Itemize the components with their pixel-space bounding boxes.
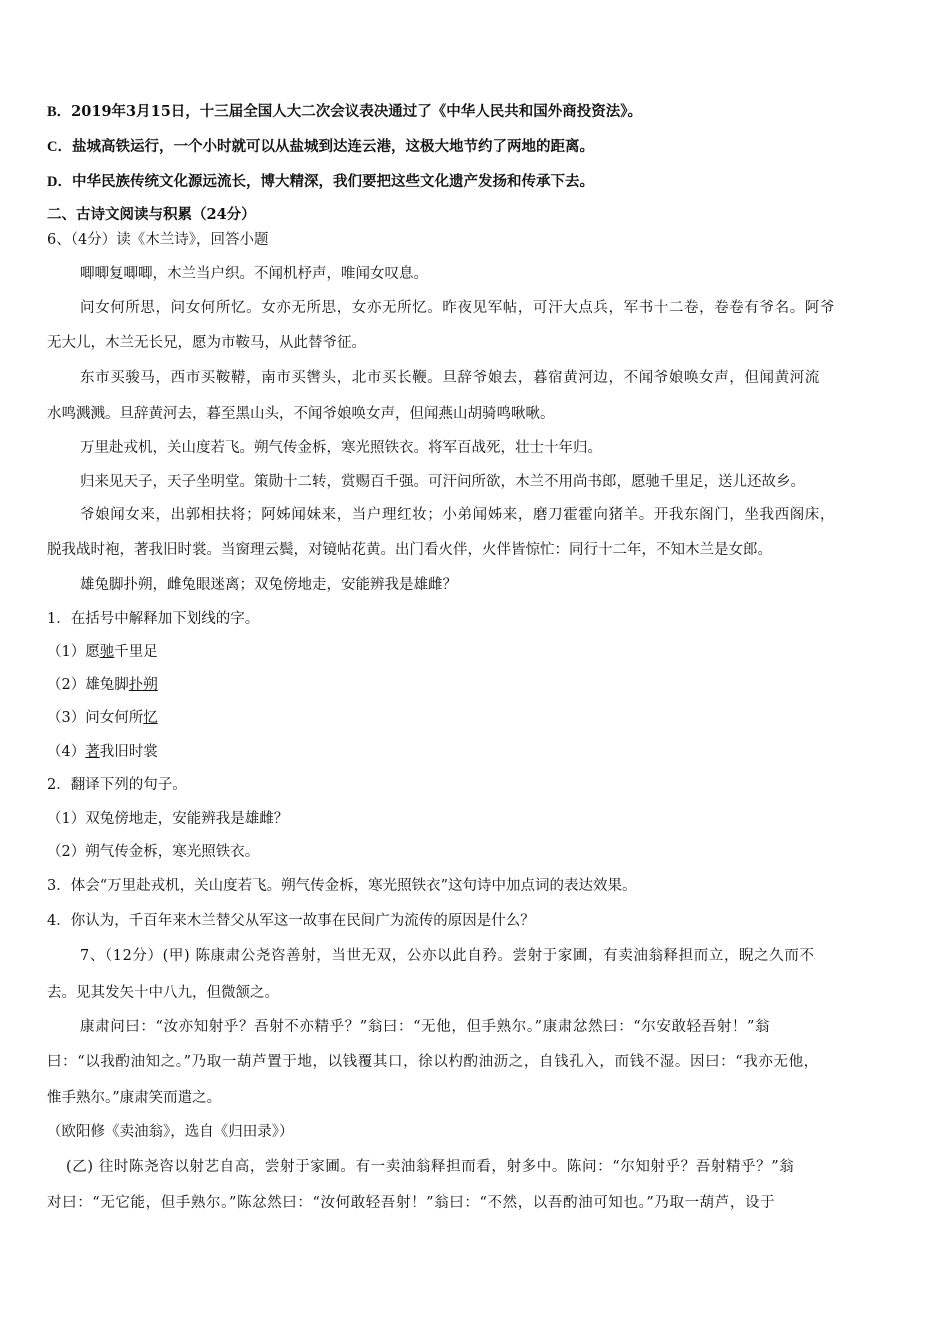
sub-question-3: 3．体会“万里赴戎机，关山度若飞。朔气传金柝，寒光照铁衣”这句诗中加点词的表达效果。 (47, 878, 637, 894)
translate-item: （1）双兔傍地走，安能辨我是雄雌？ (47, 811, 289, 827)
translate-item: （2）朔气传金柝，寒光照铁衣。 (47, 844, 260, 860)
section-title: 二、古诗文阅读与积累（24分） (47, 206, 256, 223)
option-d (47, 172, 910, 192)
question-7-line: 康肃问曰：“汝亦知射乎？吾射不亦精乎？”翁曰：“无他，但手熟尔。”康肃忿然曰：“尔安敢轻吾射！”翁 (80, 1019, 771, 1035)
option-text: 盐城高铁运行，一个小时就可以从盐城到达连云港，这极大地节约了两地的距离。 (71, 138, 594, 155)
item-text: 问女何所 (85, 710, 144, 726)
sub-question-4: 4．你认为，千百年来木兰替父从军这一故事在民间广为流传的原因是什么？ (47, 913, 535, 929)
option-c (47, 137, 910, 157)
poem-line: 爷娘闻女来，出郭相扶将；阿姊闻妹来，当户理红妆；小弟闻姊来，磨刀霍霍向猪羊。开我东阁门，坐我西阁床， (80, 507, 835, 523)
item-number: （3） (47, 710, 86, 726)
option-text: 中华民族传统文化源远流长，博大精深，我们要把这些文化遗产发扬和传承下去。 (71, 173, 594, 190)
word-item (47, 675, 910, 695)
item-number: （1） (47, 644, 86, 660)
underlined-word: 忆 (143, 710, 158, 726)
sub-question-1: 1．在括号中解释加下划线的字。 (47, 611, 260, 627)
question-6-heading: 6、（4分）读《木兰诗》，回答小题 (47, 232, 269, 248)
poem-line: 问女何所思，问女何所忆。女亦无所思，女亦无所忆。昨夜见军帖，可汗大点兵，军书十二卷，卷卷有爷名。阿爷 (80, 300, 835, 316)
item-text: 我旧时裳 (99, 744, 158, 760)
underlined-word: 扑朔 (128, 677, 158, 693)
poem-line: 水鸣溅溅。旦辞黄河去，暮至黑山头，不闻爷娘唤女声，但闻燕山胡骑鸣啾啾。 (47, 406, 555, 422)
question-7-line: (乙) 往时陈尧咨以射艺自高，尝射于家圃。有一卖油翁释担而看，射多中。陈问：“尔知射乎？吾射精乎？”翁 (66, 1159, 795, 1175)
item-text: 千里足 (114, 644, 158, 660)
poem-line: 无大儿，木兰无长兄，愿为市鞍马，从此替爷征。 (47, 335, 366, 351)
option-label: B． (47, 104, 72, 120)
question-7-line: 惟手熟尔。”康肃笑而遣之。 (47, 1090, 222, 1106)
poem-line: 万里赴戎机，关山度若飞。朔气传金柝，寒光照铁衣。将军百战死，壮士十年归。 (80, 440, 602, 456)
underlined-word: 著 (85, 744, 100, 760)
word-item (47, 642, 910, 662)
item-text: 愿 (85, 644, 100, 660)
item-number: （2） (47, 677, 86, 693)
question-7-line: 曰：“以我酌油知之。”乃取一葫芦置于地，以钱覆其口，徐以杓酌油沥之，自钱孔入，而钱不湿。因曰：“我亦无他， (47, 1054, 819, 1070)
option-text: 2019年3月15日，十三届全国人大二次会议表决通过了《中华人民共和国外商投资法》。 (71, 103, 643, 120)
source-citation: （欧阳修《卖油翁》，选自《归田录》） (47, 1124, 294, 1140)
poem-line: 雄兔脚扑朔，雌兔眼迷离；双兔傍地走，安能辨我是雄雌？ (80, 577, 457, 593)
option-b (47, 102, 910, 122)
word-item (47, 742, 910, 762)
item-text: 雄兔脚 (85, 677, 129, 693)
item-number: （4） (47, 744, 86, 760)
question-7-line: 7、（12分）(甲) 陈康肃公尧咨善射，当世无双，公亦以此自矜。尝射于家圃，有卖油翁释担而立，睨之久而不 (80, 948, 815, 964)
poem-line: 脱我战时袍，著我旧时裳。当窗理云鬓，对镜帖花黄。出门看火伴，火伴皆惊忙：同行十二年，不知木兰是女郎。 (47, 542, 772, 558)
question-7-line: 对曰：“无它能，但手熟尔。”陈忿然曰：“汝何敢轻吾射！”翁曰：“不然，以吾酌油可知也。”乃取一葫芦，设于 (47, 1195, 776, 1211)
sub-question-2: 2．翻译下列的句子。 (47, 777, 187, 793)
poem-line: 东市买骏马，西市买鞍鞯，南市买辔头，北市买长鞭。旦辞爷娘去，暮宿黄河边，不闻爷娘唤女声，但闻黄河流 (80, 370, 820, 386)
question-7-line: 去。见其发矢十中八九，但微颔之。 (47, 985, 279, 1001)
underlined-word: 驰 (99, 644, 115, 660)
poem-line: 归来见天子，天子坐明堂。策勋十二转，赏赐百千强。可汗问所欲，木兰不用尚书郎，愿驰千里足，送儿还故乡。 (80, 474, 805, 490)
poem-line: 唧唧复唧唧，木兰当户织。不闻机杼声，唯闻女叹息。 (80, 266, 428, 282)
word-item (47, 708, 910, 728)
option-label: C． (47, 139, 72, 155)
option-label: D． (47, 174, 72, 190)
